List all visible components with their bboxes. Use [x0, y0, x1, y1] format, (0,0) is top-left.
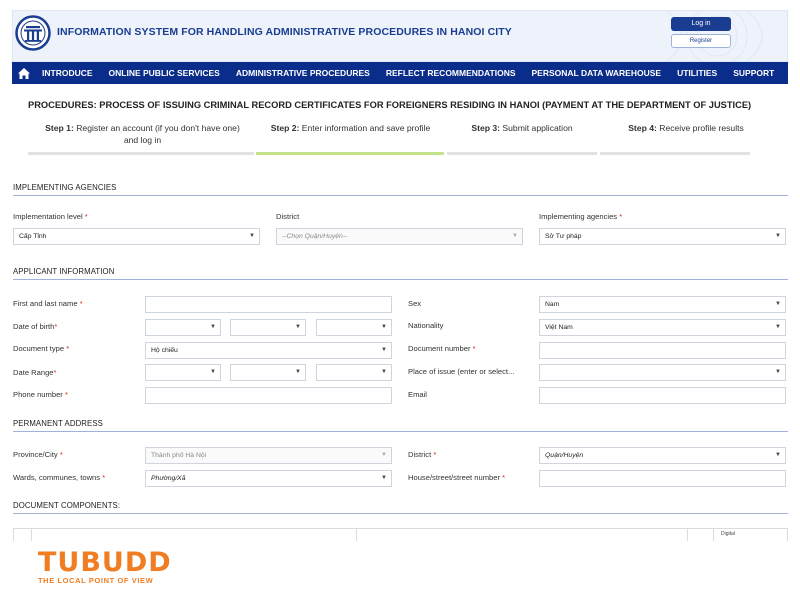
province-label: Province/City * [13, 450, 63, 459]
chevron-down-icon: ▼ [512, 233, 518, 239]
step-1-text: Register an account (if you don't have one) [76, 123, 240, 133]
implementing-agencies-select[interactable]: Sở Tư pháp ▼ [539, 228, 786, 245]
table-column-divider [356, 529, 357, 541]
chevron-down-icon: ▼ [775, 369, 781, 375]
step-4-text: Receive profile results [659, 123, 744, 133]
step-1 [30, 122, 255, 146]
step-1-number: Step 1: [45, 123, 74, 133]
watermark-tagline: THE LOCAL POINT OF VIEW [38, 576, 154, 585]
chevron-down-icon: ▼ [381, 347, 387, 353]
nav-utilities[interactable]: UTILITIES [677, 68, 718, 78]
step-1-text-cont: and log in [123, 135, 162, 145]
section-divider [13, 195, 788, 196]
agency-district-label: District [276, 212, 300, 221]
phone-label: Phone number * [13, 390, 68, 399]
header-decoration [547, 11, 787, 61]
digital-column-header: Digital [721, 531, 735, 537]
step-3 [447, 122, 597, 134]
place-of-issue-label: Place of issue (enter or select... [408, 367, 515, 376]
table-column-divider [687, 529, 688, 541]
chevron-down-icon: ▼ [775, 301, 781, 307]
table-column-divider [31, 529, 32, 541]
section-divider [13, 431, 788, 432]
step-4-number: Step 4: [628, 123, 657, 133]
document-type-label: Document type * [13, 344, 70, 353]
main-nav [12, 62, 788, 84]
agencies-section-title: IMPLEMENTING AGENCIES [13, 183, 117, 192]
chevron-down-icon: ▼ [381, 475, 387, 481]
nav-personal-data-warehouse[interactable]: PERSONAL DATA WAREHOUSE [531, 68, 662, 78]
dob-label: Date of birth* [13, 322, 58, 331]
document-type-select[interactable]: Hộ chiếu ▼ [145, 342, 392, 359]
house-number-label: House/street/street number * [408, 473, 506, 482]
section-divider [13, 279, 788, 280]
full-name-label: First and last name * [13, 299, 83, 308]
step-2-number: Step 2: [270, 123, 300, 133]
chevron-down-icon: ▼ [295, 369, 301, 375]
dob-year-select[interactable] [316, 319, 392, 336]
implementing-agencies-label: Implementing agencies * [539, 212, 623, 221]
province-select[interactable]: Thành phố Hà Nội ▼ [145, 447, 392, 464]
sex-select[interactable]: Nam ▼ [539, 296, 786, 313]
full-name-input[interactable] [145, 296, 392, 313]
agency-district-select[interactable]: --Chọn Quận/Huyện-- ▼ [276, 228, 523, 245]
ward-select[interactable]: Phường/Xã ▼ [145, 470, 392, 487]
document-number-label: Document number * [408, 344, 476, 353]
documents-table [13, 528, 788, 540]
step-2-progress-bar [256, 152, 444, 155]
address-district-select[interactable]: Quận/Huyện ▼ [539, 447, 786, 464]
site-header [12, 10, 788, 62]
chevron-down-icon: ▼ [249, 233, 255, 239]
chevron-down-icon: ▼ [775, 233, 781, 239]
chevron-down-icon: ▼ [210, 324, 216, 330]
system-title: INFORMATION SYSTEM FOR HANDLING ADMINISTRATIVE PROCEDURES IN HANOI CITY [57, 26, 512, 38]
step-2-text: Enter information and save profile [301, 123, 431, 133]
place-of-issue-select[interactable] [539, 364, 786, 381]
implementation-level-label: Implementation level * [13, 212, 88, 221]
issue-year-select[interactable] [316, 364, 392, 381]
step-2 [258, 122, 443, 134]
table-column-divider [787, 529, 788, 541]
email-label: Email [408, 390, 427, 399]
hanoi-emblem-logo[interactable] [15, 14, 51, 52]
table-column-divider [13, 529, 14, 541]
nav-reflect-recommendations[interactable]: REFLECT RECOMMENDATIONS [385, 68, 516, 78]
step-3-number: Step 3: [471, 123, 501, 133]
nav-online-public-services[interactable]: ONLINE PUBLIC SERVICES [108, 68, 220, 78]
nationality-select[interactable]: Việt Nam ▼ [539, 319, 786, 336]
home-icon[interactable] [14, 62, 34, 84]
chevron-down-icon: ▼ [381, 324, 387, 330]
nav-administrative-procedures[interactable]: ADMINISTRATIVE PROCEDURES [235, 68, 370, 78]
nationality-label: Nationality [408, 321, 444, 330]
date-range-label: Date Range* [13, 368, 57, 377]
dob-day-select[interactable] [145, 319, 221, 336]
document-number-input[interactable] [539, 342, 786, 359]
chevron-down-icon: ▼ [295, 324, 301, 330]
watermark [38, 547, 172, 585]
watermark-logo: TUBUDD [38, 547, 172, 578]
address-section-title: PERMANENT ADDRESS [13, 419, 103, 428]
address-district-label: District * [408, 450, 437, 459]
login-button[interactable]: Log in [671, 17, 731, 31]
table-column-divider [713, 529, 714, 541]
chevron-down-icon: ▼ [381, 452, 387, 458]
phone-input[interactable] [145, 387, 392, 404]
dob-month-select[interactable] [230, 319, 306, 336]
email-input[interactable] [539, 387, 786, 404]
nav-introduce[interactable]: INTRODUCE [42, 68, 93, 78]
step-4-progress-bar [600, 152, 750, 155]
section-divider [13, 513, 788, 514]
house-number-input[interactable] [539, 470, 786, 487]
chevron-down-icon: ▼ [210, 369, 216, 375]
issue-day-select[interactable] [145, 364, 221, 381]
chevron-down-icon: ▼ [381, 369, 387, 375]
step-1-progress-bar [28, 152, 254, 155]
applicant-section-title: APPLICANT INFORMATION [13, 267, 115, 276]
procedure-title: PROCEDURES: PROCESS OF ISSUING CRIMINAL RECORD CERTIFICATES FOR FOREIGNERS RESIDING IN HANOI (PAYMENT AT THE DEPARTMENT OF JUSTICE) [28, 100, 752, 110]
issue-month-select[interactable] [230, 364, 306, 381]
chevron-down-icon: ▼ [775, 324, 781, 330]
step-4 [600, 122, 772, 134]
ward-label: Wards, communes, towns * [13, 473, 106, 482]
implementation-level-select[interactable]: Cấp Tỉnh ▼ [13, 228, 260, 245]
nav-support[interactable]: SUPPORT [733, 68, 775, 78]
step-3-text: Submit application [502, 123, 573, 133]
register-button[interactable]: Register [671, 34, 731, 48]
documents-section-title: DOCUMENT COMPONENTS: [13, 501, 121, 510]
sex-label: Sex [408, 299, 422, 308]
chevron-down-icon: ▼ [775, 452, 781, 458]
step-3-progress-bar [447, 152, 597, 155]
